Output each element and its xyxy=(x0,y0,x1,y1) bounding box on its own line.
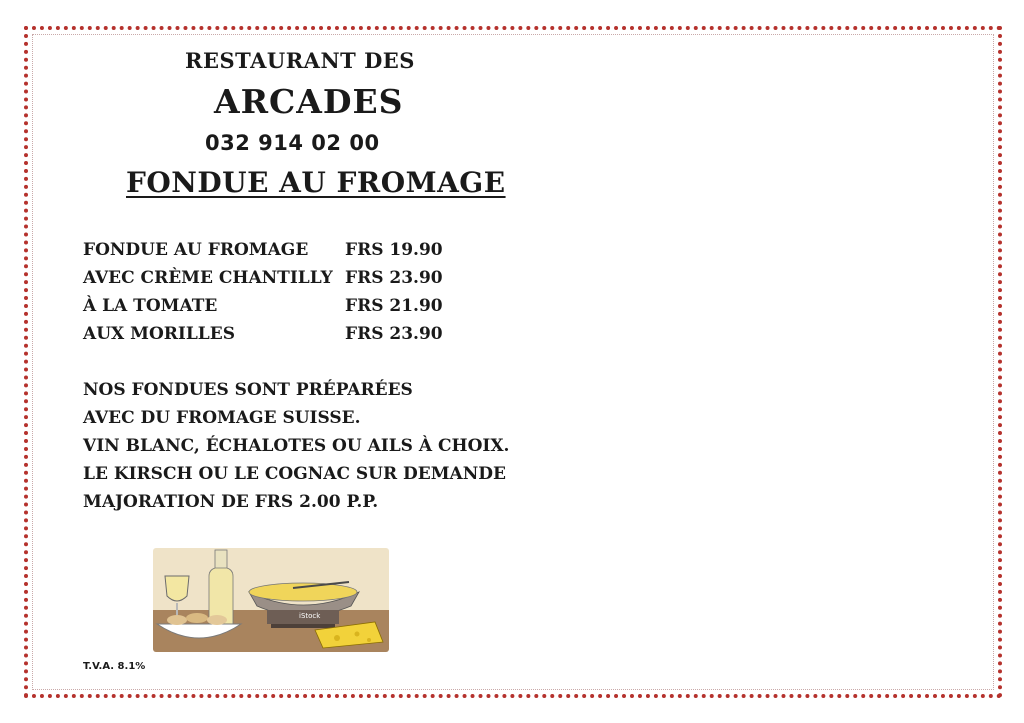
menu-item-price: FRS 19.90 xyxy=(345,240,443,260)
menu-item-price: FRS 23.90 xyxy=(345,324,443,344)
watermark-label: iStock xyxy=(299,612,321,620)
menu-item-price: FRS 21.90 xyxy=(345,296,443,316)
restaurant-name-line1: RESTAURANT DES xyxy=(185,48,415,73)
menu-item xyxy=(83,320,443,348)
menu-section-title: FONDUE AU FROMAGE xyxy=(126,166,506,199)
note-line: AVEC DU FROMAGE SUISSE. xyxy=(83,408,361,428)
menu-item-name: AUX MORILLES xyxy=(83,324,235,344)
menu-item xyxy=(83,292,443,320)
menu-item-name: FONDUE AU FROMAGE xyxy=(83,240,309,260)
note-line: LE KIRSCH OU LE COGNAC SUR DEMANDE xyxy=(83,464,506,484)
menu-item xyxy=(83,264,443,292)
menu-item-price: FRS 23.90 xyxy=(345,268,443,288)
restaurant-name-line2: ARCADES xyxy=(214,82,404,121)
note-line: MAJORATION DE FRS 2.00 P.P. xyxy=(83,492,379,512)
menu-notes xyxy=(83,376,509,516)
note-line: NOS FONDUES SONT PRÉPARÉES xyxy=(83,380,413,400)
menu-list xyxy=(83,236,443,348)
note-line: VIN BLANC, ÉCHALOTES OU AILS À CHOIX. xyxy=(83,436,510,456)
fondue-illustration xyxy=(153,548,389,652)
menu-item xyxy=(83,236,443,264)
phone-number: 032 914 02 00 xyxy=(205,131,380,155)
menu-item-name: À LA TOMATE xyxy=(83,296,218,316)
menu-item-name: AVEC CRÈME CHANTILLY xyxy=(83,268,333,288)
vat-note: T.V.A. 8.1% xyxy=(83,661,146,672)
